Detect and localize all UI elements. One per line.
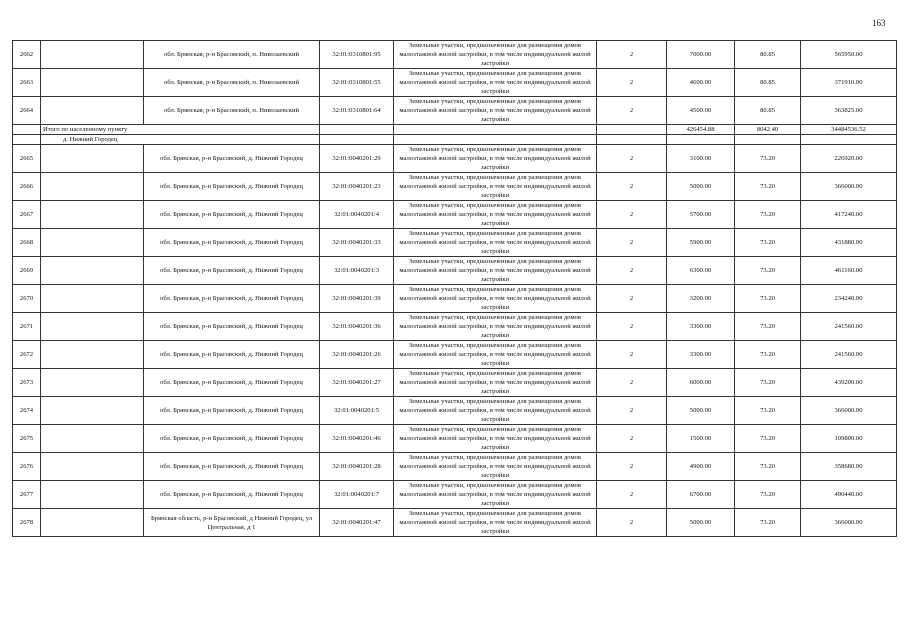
row-group: 2 <box>597 97 667 125</box>
total-cadastral-value: 34484536.52 <box>801 125 897 135</box>
empty-cell <box>597 135 667 145</box>
empty-cell <box>41 69 144 97</box>
row-number: 2672 <box>13 341 41 369</box>
row-area: 5700.00 <box>667 201 735 229</box>
row-specific-value: 73.20 <box>735 285 801 313</box>
row-cadastral-value: 366000.00 <box>801 509 897 537</box>
row-cadastral-value: 241560.00 <box>801 313 897 341</box>
row-address: обл. Брянская, р-н Брасовский, д. Нижний Городец <box>144 369 320 397</box>
row-land-use: Земельные участки, предназначенные для размещения домов малоэтажной жилой застройки, в том числе индивидуальной жилой застройки <box>394 425 597 453</box>
row-area: 5000.00 <box>667 509 735 537</box>
row-land-use: Земельные участки, предназначенные для размещения домов малоэтажной жилой застройки, в том числе индивидуальной жилой застройки <box>394 481 597 509</box>
row-group: 2 <box>597 145 667 173</box>
row-address: Брянская область, р-н Брасовский, д Нижний Городец, ул Центральная, д 1 <box>144 509 320 537</box>
row-area: 1500.00 <box>667 425 735 453</box>
row-area: 4500.00 <box>667 97 735 125</box>
row-cadastral-value: 366000.00 <box>801 397 897 425</box>
empty-cell <box>394 125 597 135</box>
row-group: 2 <box>597 453 667 481</box>
row-land-use: Земельные участки, предназначенные для размещения домов малоэтажной жилой застройки, в том числе индивидуальной жилой застройки <box>394 313 597 341</box>
empty-cell <box>41 425 144 453</box>
row-address: обл. Брянская, р-н Брасовский, д. Нижний Городец <box>144 285 320 313</box>
row-cadastral-value: 241560.00 <box>801 341 897 369</box>
empty-cell <box>41 201 144 229</box>
row-area: 4900.00 <box>667 453 735 481</box>
row-specific-value: 80.85 <box>735 97 801 125</box>
row-land-use: Земельные участки, предназначенные для размещения домов малоэтажной жилой застройки, в том числе индивидуальной жилой застройки <box>394 397 597 425</box>
table-body <box>13 41 897 537</box>
row-cadastral-value: 565950.00 <box>801 41 897 69</box>
row-address: обл. Брянская, р-н Брасовский, д. Нижний Городец <box>144 257 320 285</box>
row-land-use: Земельные участки, предназначенные для размещения домов малоэтажной жилой застройки, в том числе индивидуальной жилой застройки <box>394 173 597 201</box>
row-group: 2 <box>597 397 667 425</box>
table-row <box>13 453 897 481</box>
table-row <box>13 285 897 313</box>
table-row <box>13 369 897 397</box>
row-area: 5900.00 <box>667 229 735 257</box>
table-row <box>13 257 897 285</box>
table-row <box>13 173 897 201</box>
row-number: 2667 <box>13 201 41 229</box>
row-cadastral-value: 234240.00 <box>801 285 897 313</box>
row-cadastral-number: 32:01:0040201:3 <box>320 257 394 285</box>
row-specific-value: 80.85 <box>735 69 801 97</box>
row-cadastral-value: 461160.00 <box>801 257 897 285</box>
row-land-use: Земельные участки, предназначенные для размещения домов малоэтажной жилой застройки, в том числе индивидуальной жилой застройки <box>394 229 597 257</box>
row-group: 2 <box>597 509 667 537</box>
empty-cell <box>41 97 144 125</box>
row-address: обл. Брянская, р-н Брасовский, п. Николаевский <box>144 97 320 125</box>
row-number: 2674 <box>13 397 41 425</box>
row-address: обл. Брянская, р-н Брасовский, д. Нижний Городец <box>144 201 320 229</box>
empty-cell <box>41 397 144 425</box>
row-land-use: Земельные участки, предназначенные для размещения домов малоэтажной жилой застройки, в том числе индивидуальной жилой застройки <box>394 257 597 285</box>
row-cadastral-number: 32:01:0040201:36 <box>320 313 394 341</box>
row-cadastral-value: 439200.00 <box>801 369 897 397</box>
row-area: 3300.00 <box>667 313 735 341</box>
table-row <box>13 425 897 453</box>
row-number: 2675 <box>13 425 41 453</box>
row-cadastral-value: 226920.00 <box>801 145 897 173</box>
row-group: 2 <box>597 481 667 509</box>
empty-cell <box>320 135 394 145</box>
empty-cell <box>41 313 144 341</box>
row-cadastral-number: 32:01:0040201:23 <box>320 173 394 201</box>
row-address: обл. Брянская, р-н Брасовский, д. Нижний Городец <box>144 341 320 369</box>
empty-cell <box>41 369 144 397</box>
row-area: 6300.00 <box>667 257 735 285</box>
empty-cell <box>41 453 144 481</box>
empty-cell <box>41 173 144 201</box>
row-number: 2677 <box>13 481 41 509</box>
row-area: 3300.00 <box>667 341 735 369</box>
row-number: 2664 <box>13 97 41 125</box>
row-group: 2 <box>597 341 667 369</box>
empty-cell <box>394 135 597 145</box>
row-specific-value: 73.20 <box>735 173 801 201</box>
row-cadastral-number: 32:01:0040201:39 <box>320 285 394 313</box>
row-cadastral-value: 358680.00 <box>801 453 897 481</box>
row-number: 2665 <box>13 145 41 173</box>
row-cadastral-number: 32:01:0310801:95 <box>320 41 394 69</box>
empty-cell <box>41 481 144 509</box>
row-cadastral-number: 32:01:0040201:29 <box>320 145 394 173</box>
table-row <box>13 145 897 173</box>
row-cadastral-value: 363825.00 <box>801 97 897 125</box>
row-cadastral-number: 32:01:0040201:26 <box>320 341 394 369</box>
row-cadastral-number: 32:01:0040201:27 <box>320 369 394 397</box>
row-cadastral-value: 431880.00 <box>801 229 897 257</box>
row-cadastral-number: 32:01:0040201:7 <box>320 481 394 509</box>
row-number: 2662 <box>13 41 41 69</box>
empty-cell <box>667 135 735 145</box>
row-address: обл. Брянская, р-н Брасовский, п. Николаевский <box>144 41 320 69</box>
row-cadastral-number: 32:01:0040201:33 <box>320 229 394 257</box>
row-cadastral-number: 32:01:0040201:28 <box>320 453 394 481</box>
row-area: 5000.00 <box>667 397 735 425</box>
row-land-use: Земельные участки, предназначенные для размещения домов малоэтажной жилой застройки, в том числе индивидуальной жилой застройки <box>394 201 597 229</box>
row-cadastral-number: 32:01:0310801:64 <box>320 97 394 125</box>
row-land-use: Земельные участки, предназначенные для размещения домов малоэтажной жилой застройки, в том числе индивидуальной жилой застройки <box>394 369 597 397</box>
row-address: обл. Брянская, р-н Брасовский, д. Нижний Городец <box>144 313 320 341</box>
row-address: обл. Брянская, р-н Брасовский, д. Нижний Городец <box>144 425 320 453</box>
empty-cell <box>41 285 144 313</box>
row-cadastral-value: 490440.00 <box>801 481 897 509</box>
table-row <box>13 313 897 341</box>
row-cadastral-value: 109800.00 <box>801 425 897 453</box>
row-area: 3200.00 <box>667 285 735 313</box>
row-number: 2663 <box>13 69 41 97</box>
table-row <box>13 229 897 257</box>
row-number: 2671 <box>13 313 41 341</box>
empty-cell <box>41 229 144 257</box>
row-land-use: Земельные участки, предназначенные для размещения домов малоэтажной жилой застройки, в том числе индивидуальной жилой застройки <box>394 285 597 313</box>
row-specific-value: 73.20 <box>735 369 801 397</box>
row-specific-value: 73.20 <box>735 313 801 341</box>
row-address: обл. Брянская, р-н Брасовский, д. Нижний Городец <box>144 229 320 257</box>
table-row <box>13 481 897 509</box>
table-row <box>13 41 897 69</box>
row-group: 2 <box>597 229 667 257</box>
row-address: обл. Брянская, р-н Брасовский, п. Николаевский <box>144 69 320 97</box>
row-group: 2 <box>597 425 667 453</box>
row-area: 3100.00 <box>667 145 735 173</box>
table-row <box>13 69 897 97</box>
row-specific-value: 73.20 <box>735 201 801 229</box>
table-row <box>13 201 897 229</box>
row-specific-value: 80.85 <box>735 41 801 69</box>
empty-cell <box>13 135 41 145</box>
total-label: Итого по населенному пункту <box>41 125 320 135</box>
empty-cell <box>41 145 144 173</box>
row-number: 2676 <box>13 453 41 481</box>
empty-cell <box>320 125 394 135</box>
row-land-use: Земельные участки, предназначенные для размещения домов малоэтажной жилой застройки, в том числе индивидуальной жилой застройки <box>394 69 597 97</box>
empty-cell <box>801 135 897 145</box>
row-specific-value: 73.20 <box>735 257 801 285</box>
row-address: обл. Брянская, р-н Брасовский, д. Нижний Городец <box>144 481 320 509</box>
total-specific-value: 8042.40 <box>735 125 801 135</box>
table-row <box>13 341 897 369</box>
empty-cell <box>13 125 41 135</box>
row-number: 2666 <box>13 173 41 201</box>
row-land-use: Земельные участки, предназначенные для размещения домов малоэтажной жилой застройки, в том числе индивидуальной жилой застройки <box>394 145 597 173</box>
row-cadastral-number: 32:01:0040201:47 <box>320 509 394 537</box>
table-row <box>13 97 897 125</box>
empty-cell <box>41 257 144 285</box>
row-specific-value: 73.20 <box>735 453 801 481</box>
row-group: 2 <box>597 173 667 201</box>
table-row <box>13 397 897 425</box>
row-group: 2 <box>597 369 667 397</box>
row-group: 2 <box>597 313 667 341</box>
row-area: 7000.00 <box>667 41 735 69</box>
empty-cell <box>41 41 144 69</box>
row-specific-value: 73.20 <box>735 481 801 509</box>
row-cadastral-number: 32:01:0040201:4 <box>320 201 394 229</box>
row-specific-value: 73.20 <box>735 145 801 173</box>
row-specific-value: 73.20 <box>735 229 801 257</box>
empty-cell <box>597 125 667 135</box>
row-address: обл. Брянская, р-н Брасовский, д. Нижний Городец <box>144 397 320 425</box>
locality-row <box>13 135 897 145</box>
row-address: обл. Брянская, р-н Брасовский, д. Нижний Городец <box>144 173 320 201</box>
row-land-use: Земельные участки, предназначенные для размещения домов малоэтажной жилой застройки, в том числе индивидуальной жилой застройки <box>394 453 597 481</box>
row-cadastral-number: 32:01:0040201:5 <box>320 397 394 425</box>
empty-cell <box>41 509 144 537</box>
row-cadastral-value: 417240.00 <box>801 201 897 229</box>
total-row <box>13 125 897 135</box>
row-address: обл. Брянская, р-н Брасовский, д. Нижний Городец <box>144 145 320 173</box>
row-area: 5000.00 <box>667 173 735 201</box>
total-area: 426454.88 <box>667 125 735 135</box>
row-area: 4600.00 <box>667 69 735 97</box>
row-specific-value: 73.20 <box>735 341 801 369</box>
cadastral-value-table <box>12 40 897 537</box>
row-number: 2669 <box>13 257 41 285</box>
row-number: 2670 <box>13 285 41 313</box>
row-number: 2678 <box>13 509 41 537</box>
row-land-use: Земельные участки, предназначенные для размещения домов малоэтажной жилой застройки, в том числе индивидуальной жилой застройки <box>394 97 597 125</box>
row-group: 2 <box>597 257 667 285</box>
row-group: 2 <box>597 41 667 69</box>
row-specific-value: 73.20 <box>735 509 801 537</box>
row-cadastral-value: 371910.00 <box>801 69 897 97</box>
row-land-use: Земельные участки, предназначенные для размещения домов малоэтажной жилой застройки, в том числе индивидуальной жилой застройки <box>394 41 597 69</box>
row-area: 6000.00 <box>667 369 735 397</box>
row-cadastral-number: 32:01:0040201:46 <box>320 425 394 453</box>
locality-heading: д. Нижний Городец <box>41 135 320 145</box>
row-group: 2 <box>597 69 667 97</box>
row-cadastral-number: 32:01:0310801:55 <box>320 69 394 97</box>
row-land-use: Земельные участки, предназначенные для размещения домов малоэтажной жилой застройки, в том числе индивидуальной жилой застройки <box>394 509 597 537</box>
row-group: 2 <box>597 201 667 229</box>
row-specific-value: 73.20 <box>735 425 801 453</box>
row-number: 2668 <box>13 229 41 257</box>
table-row <box>13 509 897 537</box>
row-number: 2673 <box>13 369 41 397</box>
page-number: 163 <box>872 18 886 28</box>
row-area: 6700.00 <box>667 481 735 509</box>
row-land-use: Земельные участки, предназначенные для размещения домов малоэтажной жилой застройки, в том числе индивидуальной жилой застройки <box>394 341 597 369</box>
row-specific-value: 73.20 <box>735 397 801 425</box>
empty-cell <box>41 341 144 369</box>
row-group: 2 <box>597 285 667 313</box>
empty-cell <box>735 135 801 145</box>
row-address: обл. Брянская, р-н Брасовский, д. Нижний Городец <box>144 453 320 481</box>
row-cadastral-value: 366000.00 <box>801 173 897 201</box>
